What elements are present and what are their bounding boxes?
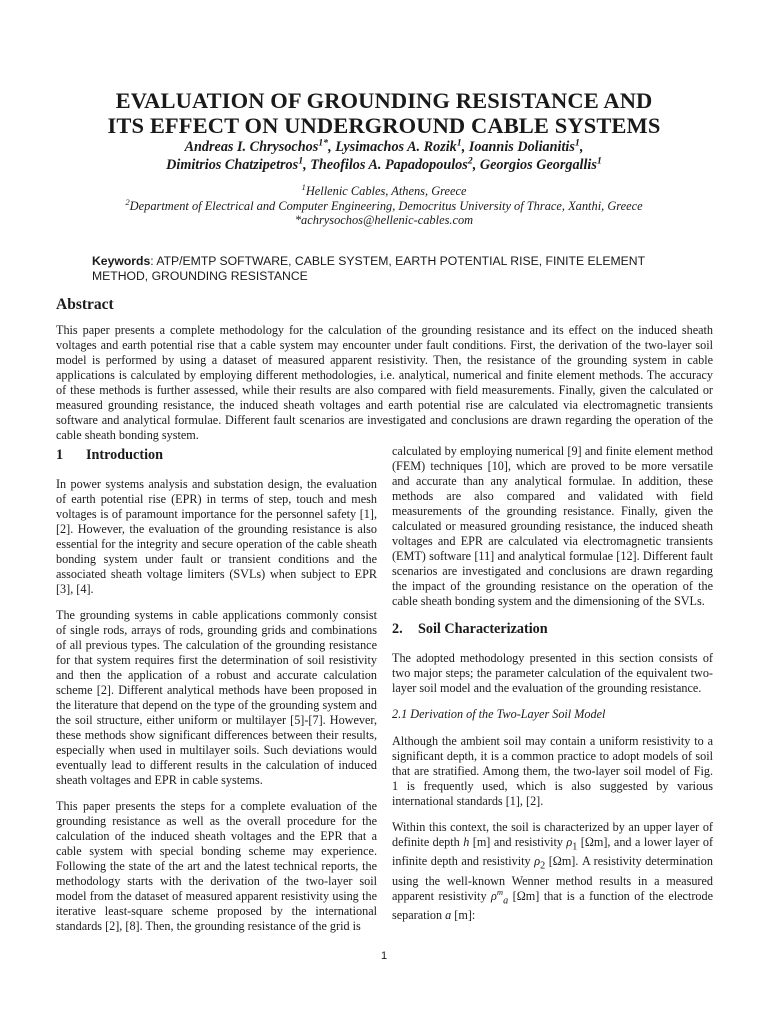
math-symbol: ρ	[566, 835, 573, 849]
keywords-label: Keywords	[92, 254, 151, 268]
math-symbol: ρ	[534, 854, 541, 869]
math-subscript: 1	[572, 841, 578, 853]
affiliation-text: Department of Electrical and Computer Engineering, Democritus University of Thrace, Xanthi, Greece	[129, 198, 643, 213]
section-2-heading	[392, 620, 713, 638]
text-run: [Ωm], and a lower layer of infinite depth and resistivity	[392, 835, 714, 869]
math-subscript: 2	[540, 860, 546, 872]
affiliation-1	[60, 181, 708, 199]
affiliation-mark: 2	[125, 196, 130, 207]
author-affiliation-mark: 2	[467, 155, 473, 167]
section-title: Introduction	[86, 447, 163, 463]
paper-title	[60, 88, 708, 138]
math-subscript: a	[503, 895, 509, 907]
paragraph: Although the ambient soil may contain a uniform resistivity to a significant depth, it is a common practice to adopt models of soil that are stratified. Among them, the two-layer soil model of Fig. 1 is frequently used, which is also suggested by various international standards [1], [2].	[392, 734, 713, 808]
math-symbol: a	[445, 908, 452, 923]
section-title: Soil Characterization	[418, 621, 548, 637]
section-1-heading	[56, 446, 377, 464]
affiliation-2	[60, 196, 708, 214]
right-column	[392, 444, 713, 934]
author-line-1: Andreas I. Chrysochos$^{1*}$, Lysimachos A. Rozik$^1$, Ioannis Dolianitis$^1$,	[184, 137, 584, 155]
paragraph: calculated by employing numerical [9] and finite element method (FEM) techniques [10], which are proved to be more versatile and accurate than any analytical formulae. In addition, these methods are also compared and validated with field measurements of the grounding resistance. Finally, given the calculated or measured grounding resistance, the induced sheath voltages and EPR are calculated via electromagnetic transients (EMT) software [11] and analytical formulae [12]. Different fault scenarios are investigated and conclusions are drawn regarding the impact of the grounding resistance on the operation of the cable sheath bonding system and the dimensioning of the SVLs.	[392, 444, 713, 608]
paragraph: In power systems analysis and substation design, the evaluation of earth potential rise (EPR) in terms of step, touch and mesh voltages is of paramount importance for the personnel safety [1], [2]. However, the evaluation of the grounding resistance is also essential for the integrity and secure operation of the cable sheath bonding system under fault or transient conditions and the associated sheath voltage limiters (SVLs) when subject to EPR [3], [4].	[56, 477, 377, 596]
math-symbol: ρ	[491, 888, 497, 903]
left-column	[56, 444, 377, 945]
section-number: 2.	[392, 621, 403, 637]
subsection-heading: 2.1 Derivation of the Two-Layer Soil Model	[392, 707, 606, 721]
page-number: 1	[380, 950, 388, 962]
affiliation-mark: 1	[301, 181, 306, 192]
author-name: Theofilos A. Papadopoulos	[310, 157, 468, 173]
abstract-text: This paper presents a complete methodology for the calculation of the grounding resistance and its effect on the induced sheath voltages and earth potential rise that a cable system may encounter under fault conditions. First, the derivation of the two-layer soil model is performed by using a dataset of measured apparent resistivity. Then, the resistance of the grounding system in cable applications is calculated by employing different methodologies, i.e. analytical, numerical and finite element methods. The accuracy of these methods is further assessed, while their results are also compared with field measurements. Finally, given the calculated or measured grounding resistance, the induced sheath voltages and earth potential rise are calculated via electromagnetic transients software and analytical formulae. Different fault scenarios are investigated and conclusions are drawn regarding the operation of the cable sheath bonding system.	[56, 323, 713, 442]
keywords	[92, 254, 676, 284]
affiliations	[60, 181, 708, 228]
paragraph-with-math	[392, 820, 713, 923]
author-name: Ioannis Dolianitis	[468, 139, 575, 155]
paragraph: The adopted methodology presented in this section consists of two major steps; the parameter calculation of the equivalent two-layer soil model and the evaluation of the grounding resistance.	[392, 651, 713, 695]
author-name: Dimitrios Chatzipetros	[166, 157, 299, 173]
paragraph: This paper presents the steps for a complete evaluation of the grounding resistance as well as the overall procedure for the calculation of the induced sheath voltages and the EPR that a cable system with special bonding scheme may experience. Following the state of the art and the latest technical reports, the methodology starts with the derivation of the two-layer soil model from the dataset of measured apparent resistivity using the iterative least-square scheme proposed by the international standards [2], [8]. Then, the grounding resistance of the grid is	[56, 799, 377, 933]
text-run: [m]:	[451, 908, 476, 923]
corresponding-email: *achrysochos@hellenic-cables.com	[294, 213, 474, 227]
author-affiliation-mark: 1	[298, 155, 304, 167]
author-line-2: Dimitrios Chatzipetros$^1$, Theofilos A. Papadopoulos$^2$, Georgios Georgallis$^1$	[166, 155, 602, 173]
math-superscript: m	[496, 886, 504, 897]
author-name: Andreas I. Chrysochos	[184, 139, 319, 155]
text-run: [Ωm]. A resistivity determination using the well-known Wenner method results in a measured apparent resistivity	[392, 854, 713, 903]
author-affiliation-mark: 1*	[318, 137, 329, 149]
author-affiliation-mark: 1	[574, 137, 580, 149]
keywords-text: : ATP/EMTP SOFTWARE, CABLE SYSTEM, EARTH POTENTIAL RISE, FINITE ELEMENT METHOD, GROUNDING RESISTANCE	[92, 254, 645, 283]
text-run: [m] and resistivity	[469, 835, 567, 849]
paragraph: The grounding systems in cable applications commonly consist of single rods, arrays of rods, grounding grids and combinations of all previous types. The calculation of the grounding resistance for that system requires first the determination of soil resistivity and then the application of a robust and accurate calculation scheme [2]. Different analytical methods have been proposed in the literature that depend on the type of the grounding system and the soil structure, either uniform or multilayer [5]-[7]. However, these methods show significant differences between their results, especially when used in multilayer soils. Such deviations would eventually lead to different results in the calculation of induced sheath voltages and EPR in cable systems.	[56, 608, 377, 787]
text-run: Within this context, the soil is characterized by an upper layer of definite depth	[392, 820, 713, 849]
author-affiliation-mark: 1	[456, 137, 462, 149]
section-number: 1	[56, 447, 64, 463]
author-name: Georgios Georgallis	[479, 157, 597, 173]
affiliation-text: Hellenic Cables, Athens, Greece	[305, 184, 467, 198]
title-line-1: EVALUATION OF GROUNDING RESISTANCE AND	[115, 88, 653, 113]
text-run: [Ωm] that is a function of the electrode separation	[392, 888, 713, 923]
abstract-heading: Abstract	[56, 296, 114, 313]
author-list	[60, 138, 708, 174]
title-line-2: ITS EFFECT ON UNDERGROUND CABLE SYSTEMS	[107, 113, 661, 138]
author-name: Lysimachos A. Rozik	[335, 139, 457, 155]
math-symbol: h	[463, 835, 470, 849]
author-affiliation-mark: 1	[596, 155, 602, 167]
